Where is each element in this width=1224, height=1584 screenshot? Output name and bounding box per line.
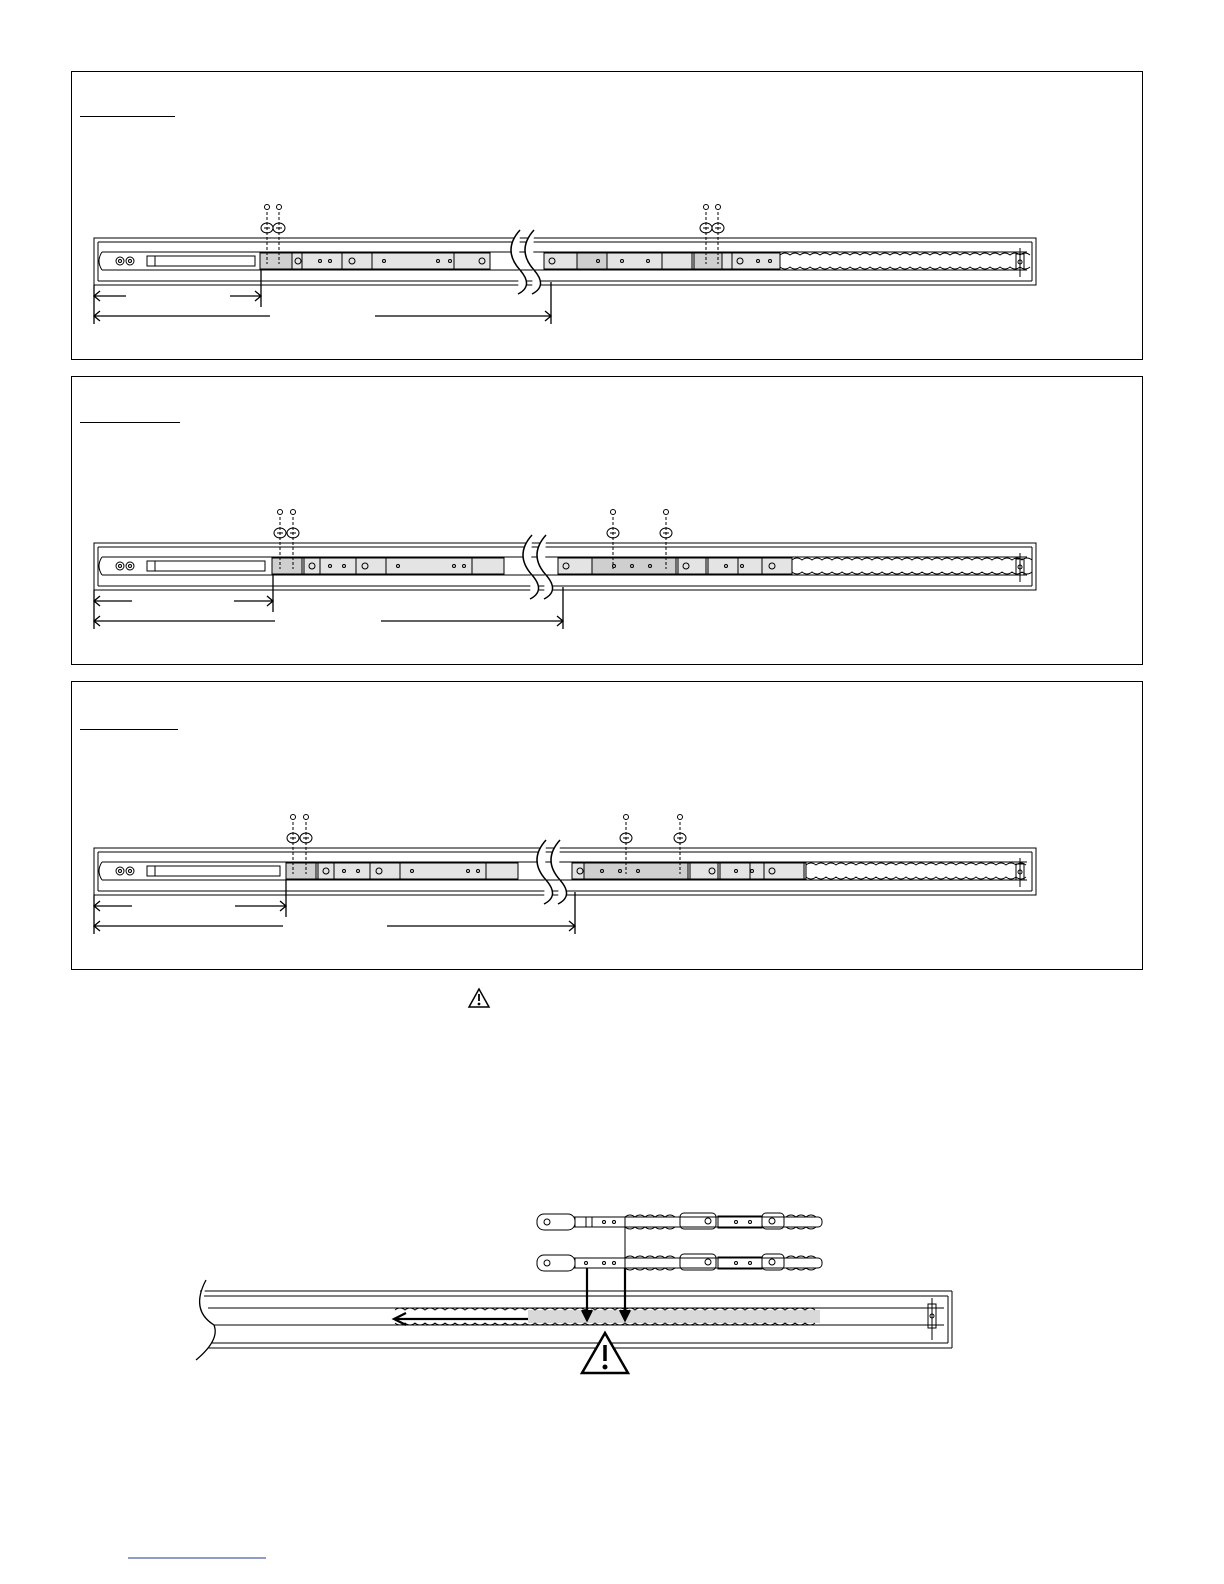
warning-triangle-icon <box>469 989 489 1007</box>
chain-slider-upper <box>537 1213 822 1230</box>
chain-slider-lower <box>537 1254 822 1271</box>
rail-section <box>196 1280 952 1360</box>
warning-triangle-icon <box>582 1333 628 1373</box>
diagram-panel-2 <box>71 376 1143 665</box>
rail-diagram <box>72 377 1142 664</box>
rail-diagram <box>72 682 1142 969</box>
slider-carriage <box>286 863 518 879</box>
rail-diagram <box>72 72 1142 359</box>
slider-carriage <box>272 558 504 574</box>
chain-installation-figure <box>0 980 1224 1584</box>
diagram-panel-3 <box>71 681 1143 970</box>
diagram-panel-1 <box>71 71 1143 360</box>
